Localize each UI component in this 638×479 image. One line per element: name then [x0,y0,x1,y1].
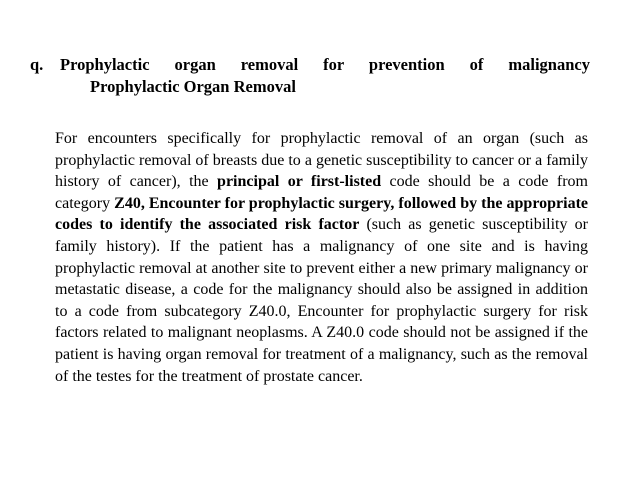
bold-phrase: Z40, Encounter for prophylactic surgery, followed by the appropriate codes to identify the associated risk factor [55,194,589,234]
body-paragraph [55,128,588,387]
bold-phrase: principal or first-listed [217,173,382,191]
heading-title: Prophylactic organ removal for prevention of malignancy [60,55,590,74]
heading-line [30,54,590,76]
heading-subtitle: Prophylactic Organ Removal [90,77,296,96]
body-text-segment: For encounters specifically for prophylactic removal of an organ (such as prophylactic removal of breasts due to a genetic susceptibility to cancer or a family history of cancer), the [55,130,588,191]
section-heading [30,54,590,98]
body-text-segment: code should be a code from category [55,173,588,212]
body-text-segment: (such as genetic susceptibility or family history). If the patient has a malignancy of one site and is having prophylactic removal at another site to prevent either a new primary malignancy or metastatic disease, a code for the malignancy should also be assigned in addition to a code from subcategory Z40.0, Encounter for prophylactic surgery for risk factors related to malignant neoplasms. A Z40.0 code should not be assigned if the patient is having organ removal for treatment of a malignancy, such as the removal of the testes for the treatment of prostate cancer. [55,216,588,385]
list-marker: q. [30,55,44,74]
